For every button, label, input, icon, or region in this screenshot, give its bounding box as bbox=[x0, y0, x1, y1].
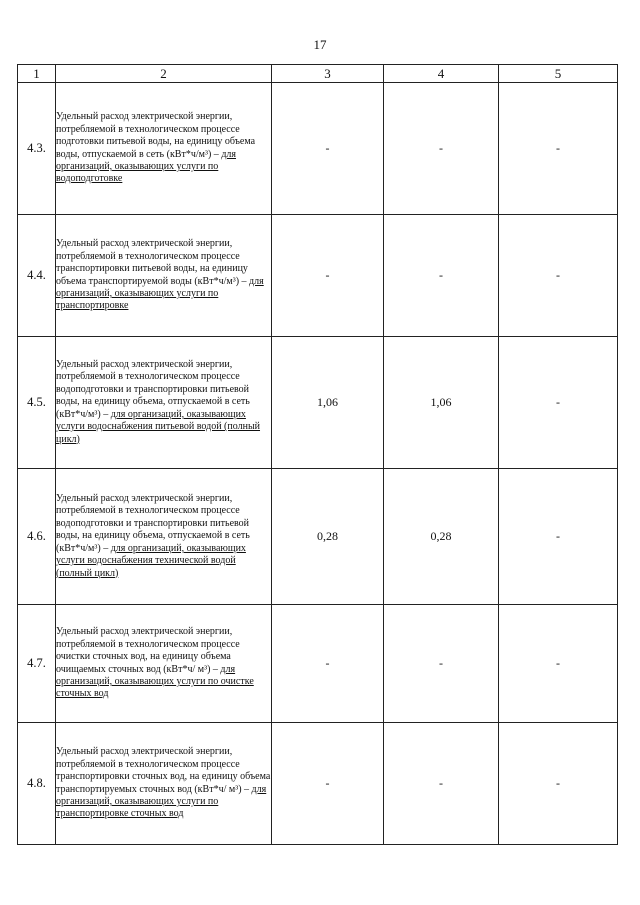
table-header-row bbox=[18, 65, 618, 83]
header-col-5: 5 bbox=[499, 65, 618, 83]
table-row bbox=[18, 337, 618, 469]
header-col-4: 4 bbox=[384, 65, 499, 83]
cell-col-4: 1,06 bbox=[384, 337, 499, 469]
description-scope: для организаций, оказывающих услуги по очистке сточных вод bbox=[56, 663, 254, 700]
row-description bbox=[56, 605, 272, 723]
description-text: Удельный расход электрической энергии, потребляемой в технологическом процессе очистки сточных вод, на единицу объема очищаемых сточных вод (кВт*ч/ м³) – bbox=[56, 626, 240, 675]
cell-col-4: 0,28 bbox=[384, 469, 499, 605]
description-scope: для организаций, оказывающих услуги водоснабжения технической водой (полный цикл) bbox=[56, 542, 246, 579]
cell-col-5: - bbox=[499, 469, 618, 605]
description-text: Удельный расход электрической энергии, потребляемой в технологическом процессе водоподготовки и транспортировки питьевой воды, на единицу объема, отпускаемой в сеть (кВт*ч/м³) – bbox=[56, 493, 250, 554]
row-number: 4.3. bbox=[18, 83, 56, 215]
cell-col-5: - bbox=[499, 83, 618, 215]
cell-col-3: 1,06 bbox=[272, 337, 384, 469]
page-number: 17 bbox=[313, 37, 327, 52]
cell-col-4: - bbox=[384, 723, 499, 845]
row-description bbox=[56, 469, 272, 605]
cell-col-3: - bbox=[272, 83, 384, 215]
row-number: 4.7. bbox=[18, 605, 56, 723]
row-number: 4.6. bbox=[18, 469, 56, 605]
description-text: Удельный расход электрической энергии, потребляемой в технологическом процессе подготовки питьевой воды, на единицу объема воды, отпускаемой в сеть (кВт*ч/м³) – bbox=[56, 111, 256, 160]
cell-col-4: - bbox=[384, 83, 499, 215]
cell-col-5: - bbox=[499, 723, 618, 845]
row-number: 4.8. bbox=[18, 723, 56, 845]
cell-col-3: 0,28 bbox=[272, 469, 384, 605]
description-text: Удельный расход электрической энергии, потребляемой в технологическом процессе транспортировки питьевой воды, на единицу объема транспортируемой воды (кВт*ч/м³) – bbox=[56, 238, 250, 287]
description-scope: для организаций, оказывающих услуги водоснабжения питьевой водой (полный цикл) bbox=[56, 408, 261, 445]
header-col-2: 2 bbox=[56, 65, 272, 83]
description-scope: для организаций, оказывающих услуги по транспортировке bbox=[56, 275, 264, 312]
table-row bbox=[18, 215, 618, 337]
cell-col-3: - bbox=[272, 605, 384, 723]
cell-col-3: - bbox=[272, 723, 384, 845]
cell-col-4: - bbox=[384, 605, 499, 723]
cell-col-4: - bbox=[384, 215, 499, 337]
table-row bbox=[18, 83, 618, 215]
description-text: Удельный расход электрической энергии, потребляемой в технологическом процессе водоподготовки и транспортировки питьевой воды, на единицу объема, отпускаемой в сеть (кВт*ч/м³) – bbox=[56, 359, 250, 420]
table-row bbox=[18, 605, 618, 723]
indicators-table bbox=[17, 64, 618, 845]
row-number: 4.5. bbox=[18, 337, 56, 469]
table-row bbox=[18, 723, 618, 845]
row-description bbox=[56, 83, 272, 215]
header-col-1: 1 bbox=[18, 65, 56, 83]
table-row bbox=[18, 469, 618, 605]
cell-col-3: - bbox=[272, 215, 384, 337]
row-description bbox=[56, 723, 272, 845]
cell-col-5: - bbox=[499, 337, 618, 469]
header-col-3: 3 bbox=[272, 65, 384, 83]
description-scope: для организаций, оказывающих услуги по транспортировке сточных вод bbox=[56, 783, 267, 820]
cell-col-5: - bbox=[499, 215, 618, 337]
row-number: 4.4. bbox=[18, 215, 56, 337]
description-text: Удельный расход электрической энергии, потребляемой в технологическом процессе транспортировки сточных вод, на единицу объема транспортируемых сточных вод (кВт*ч/ м³) – bbox=[56, 746, 271, 795]
row-description bbox=[56, 215, 272, 337]
description-scope: для организаций, оказывающих услуги по водоподготовке bbox=[56, 148, 236, 185]
row-description bbox=[56, 337, 272, 469]
cell-col-5: - bbox=[499, 605, 618, 723]
